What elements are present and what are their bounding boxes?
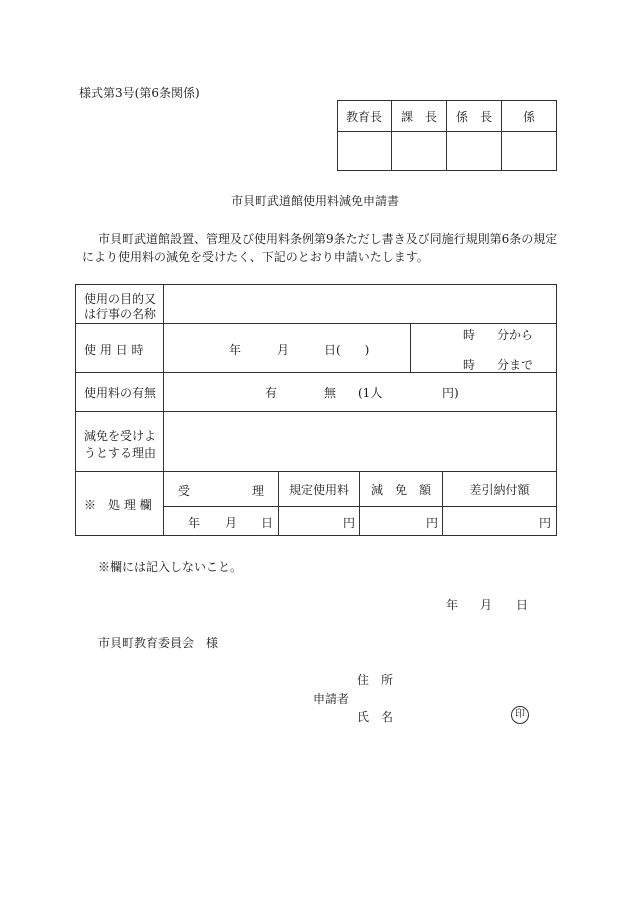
purpose-label-line-1: 使用の目的又 [84,292,157,306]
applicant-label: 申請者 [313,692,350,706]
datetime-to-hour: 時 [463,358,476,372]
datetime-day-weekday: 日( ) [324,343,370,357]
form-number: 様式第3号(第6条関係) [79,86,200,100]
date-day: 日 [516,598,529,612]
reason-label-line-2: うとする理由 [84,446,157,460]
approval-header-staff: 係 [522,109,535,124]
processing-reduction-yen: 円 [426,516,439,530]
datetime-month: 月 [277,343,290,357]
applicant-name-label: 氏 名 [357,710,394,724]
fee-yes-option[interactable]: 有 [265,386,278,400]
processing-label: ※ 処 理 欄 [84,498,152,512]
approval-header-superintendent: 教育長 [345,109,382,124]
processing-month: 月 [225,516,238,530]
note: ※欄には記入しないこと。 [98,560,243,574]
processing-fee-header: 規定使用料 [288,482,349,497]
processing-receipt-header-1: 受 [178,484,191,498]
form-title: 市貝町武道館使用料減免申請書 [230,194,399,208]
datetime-year: 年 [229,343,242,357]
intro-line-2: により使用料の減免を受けたく、下記のとおり申請いたします。 [82,250,429,264]
datetime-to-minute: 分まで [497,358,534,372]
fee-label: 使用料の有無 [84,386,157,400]
approval-stamp-section-chief[interactable] [392,132,446,170]
fee-no-option[interactable]: 無 [324,386,337,400]
datetime-from-hour: 時 [463,328,476,342]
reason-field[interactable] [170,417,550,465]
approval-header-section-chief: 課 長 [400,109,437,124]
processing-day: 日 [261,516,274,530]
approval-header-subsection-chief: 係 長 [455,109,492,124]
fee-yen-label: 円) [442,386,459,400]
intro-line-1: 市貝町武道館設置、管理及び使用料条例第9条ただし書き及び同施行規則第6条の規定 [98,232,558,246]
processing-balance-yen: 円 [539,516,552,530]
approval-stamp-superintendent[interactable] [338,132,391,170]
purpose-field[interactable] [170,290,550,318]
datetime-from-minute: 分から [497,328,534,342]
processing-fee-yen: 円 [343,516,356,530]
fee-per-person-label: (1人 [358,386,383,400]
date-year: 年 [446,598,459,612]
datetime-label: 使 用 日 時 [84,343,144,357]
date-month: 月 [480,598,493,612]
processing-reduction-header: 減 免 額 [370,482,431,497]
seal-mark: 印 [511,706,529,724]
processing-receipt-header-2: 理 [252,484,265,498]
applicant-address-label: 住 所 [357,673,394,687]
processing-balance-header: 差引納付額 [469,482,530,497]
reason-label-line-1: 減免を受けよ [84,429,157,443]
processing-year: 年 [188,516,201,530]
approval-stamp-staff[interactable] [502,132,556,170]
approval-stamp-subsection-chief[interactable] [447,132,501,170]
addressee: 市貝町教育委員会 様 [98,636,219,650]
purpose-label-line-2: は行事の名称 [84,307,157,321]
